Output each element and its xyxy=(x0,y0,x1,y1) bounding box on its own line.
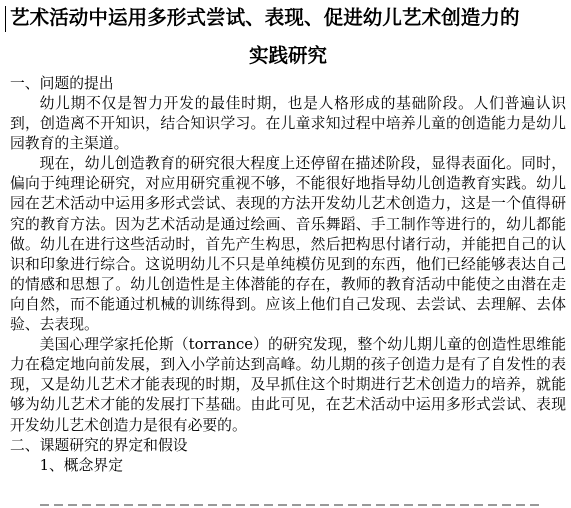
paragraph: 现在，幼儿创造教育的研究很大程度上还停留在描述阶段，显得表面化。同时，偏向于纯理论研究，对应用研究重视不够，不能很好地指导幼儿创造教育实践。幼儿园在艺术活动中运用多形式尝试、表现的方法开发幼儿艺术创造力，这是一个值得研究的教育方法。因为艺术活动是通过绘画、音乐舞蹈、手工制作等进行的，幼儿都能做。幼儿在进行这些活动时，首先产生构思，然后把构思付诸行动，并能把自己的认识和印象进行综合。这说明幼儿不只是单纯模仿见到的东西，他们已经能够表达自己的情感和思想了。幼儿创造性是主体潜能的存在，教师的教育活动中能使之由潜在走向自然，而不能通过机械的训练得到。应该上他们自己发现、去尝试、去理解、去体验、去表现。 xyxy=(10,155,566,334)
clipped-next-line xyxy=(10,497,566,508)
document-title-continued: 实践研究 xyxy=(248,44,327,67)
document-title: 艺术活动中运用多形式尝试、表现、促进幼儿艺术创造力的 xyxy=(10,6,520,29)
subsection-heading-concept: 1、概念界定 xyxy=(39,456,123,474)
document-body xyxy=(10,3,566,476)
text-cursor xyxy=(5,6,6,32)
clipped-text-fragment xyxy=(40,504,540,506)
paragraph: 美国心理学家托伦斯（torrance）的研究发现，整个幼儿期儿童的创造性思维能力在稳定地向前发展，到入小学前达到高峰。幼儿期的孩子创造力是有了自发性的表现，又是幼儿艺术才能表现的时期，及早抓住这个时期进行艺术创造力的培养，就能够为幼儿艺术才能的发展打下基础。由此可见，在艺术活动中运用多形式尝试、表现开发幼儿艺术创造力是很有必要的。 xyxy=(10,336,566,434)
section-heading-definition: 二、课题研究的界定和假设 xyxy=(10,436,188,454)
paragraph: 幼儿期不仅是智力开发的最佳时期，也是人格形成的基础阶段。人们普遍认识到，创造离不开知识，结合知识学习。在儿童求知过程中培养儿童的创造能力是幼儿园教育的主渠道。 xyxy=(10,95,566,153)
section-heading-problem: 一、问题的提出 xyxy=(10,75,114,92)
